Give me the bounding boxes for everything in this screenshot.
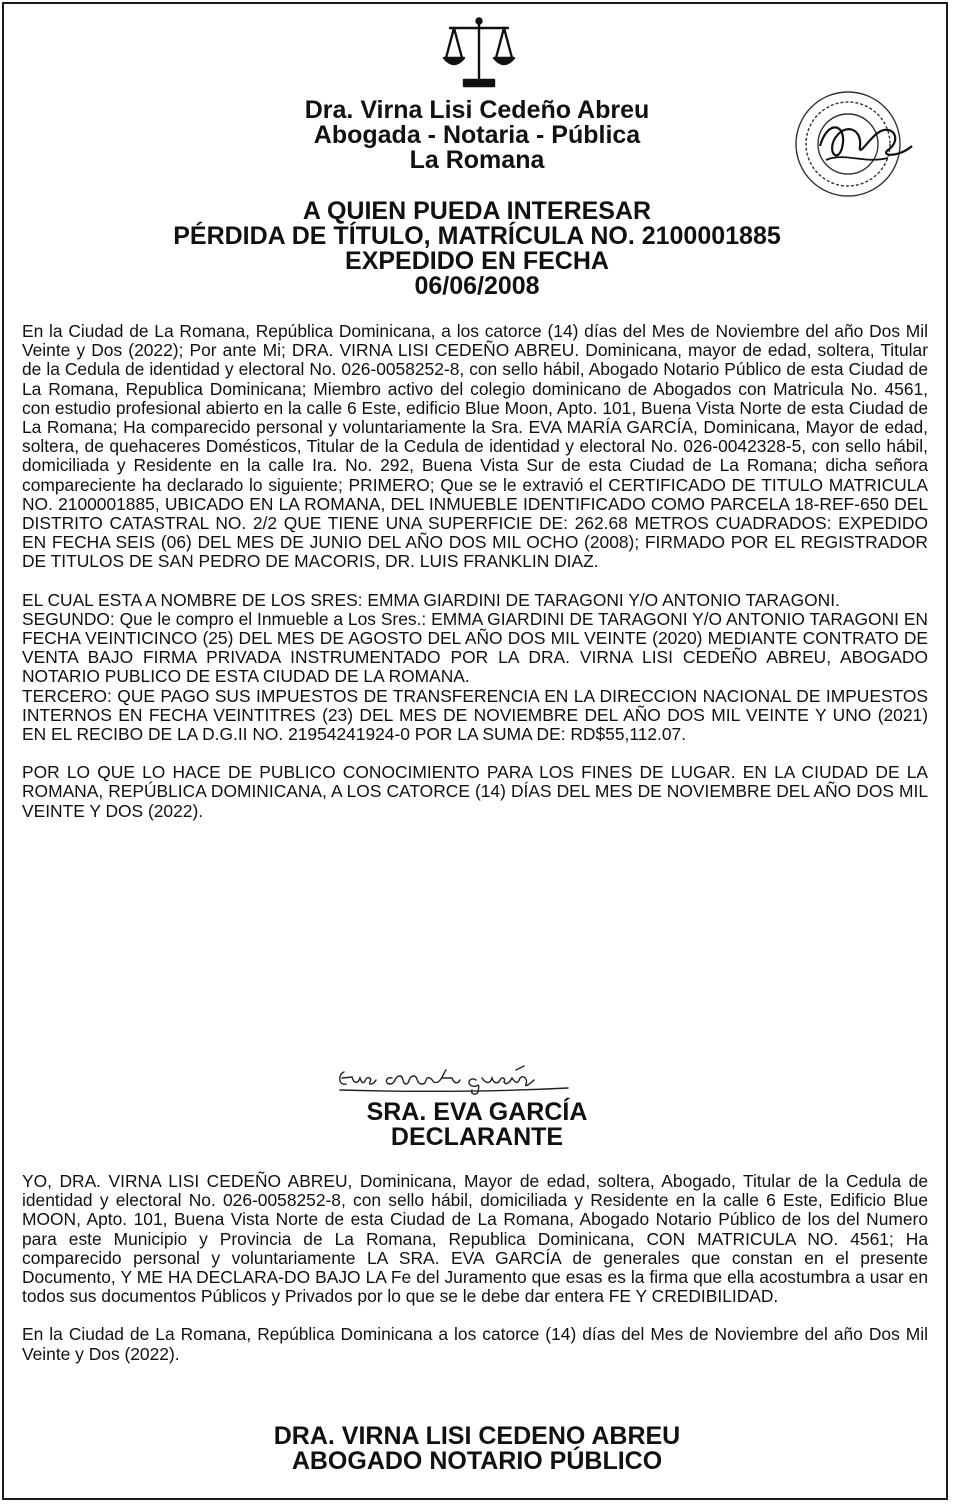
paragraph-publication: POR LO QUE LO HACE DE PUBLICO CONOCIMIENTO PARA LOS FINES DE LUGAR. EN LA CIUDAD DE LA ROMANA, REPÚBLICA DOMINICANA, A LOS CATORCE (14) DÍAS DEL MES DE NOVIEMBRE DEL AÑO DOS MIL VEINTE Y DOS (2022). [22, 762, 928, 821]
title-line-2: PÉRDIDA DE TÍTULO, MATRÍCULA NO. 2100001885 [173, 222, 781, 250]
title-line-1: A QUIEN PUEDA INTERESAR [302, 197, 652, 225]
notary-name: DRA. VIRNA LISI CEDENO ABREU [273, 1422, 681, 1450]
title-line-3: EXPEDIDO EN FECHA [345, 247, 609, 275]
document-title [0, 199, 954, 299]
letterhead-name: Dra. Virna Lisi Cedeño Abreu [304, 96, 650, 124]
paragraph-primero: En la Ciudad de La Romana, República Dominicana, a los catorce (14) días del Mes de Noviembre del año Dos Mil Veinte y Dos (2022); Por ante Mi; DRA. VIRNA LISI CEDEÑO ABREU. Dominicana, mayor de edad, soltera, Titular de la Cedula de identidad y electoral No. 026-0058252-8, con sello hábil, Abogado Notario Público de esta Ciudad de La Romana, Republica Dominicana; Miembro activo del colegio dominicano de Abogados con Matricula No. 4561, con estudio profesional abierto en la calle 6 Este, edificio Blue Moon, Apto. 101, Buena Vista Norte de esta Ciudad de La Romana; Ha comparecido personal y voluntariamente la Sra. EVA MARÍA GARCÍA, Dominicana, Mayor de edad, soltera, de quehaceres Domésticos, Titular de la Cedula de identidad y electoral No. 026-0042328-5, con sello hábil, domiciliada y Residente en la calle Ira. No. 292, Buena Vista Sur de esta Ciudad de La Romana; dicha señora compareciente ha declarado lo siguiente; PRIMERO; Que se le extravió el CERTIFICADO DE TITULO MATRICULA NO. 2100001885, UBICADO EN LA ROMANA, DEL INMUEBLE IDENTIFICADO COMO PARCELA 18-REF-650 DEL DISTRITO CATASTRAL NO. 2/2 QUE TIENE UNA SUPERFICIE DE: 262.68 METROS CUADRADOS: EXPEDIDO EN FECHA SEIS (06) DEL MES DE JUNIO DEL AÑO DOS MIL OCHO (2008); FIRMADO POR EL REGISTRADOR DE TITULOS DE SAN PEDRO DE MACORIS, DR. LUIS FRANKLIN DIAZ. [22, 321, 928, 572]
notary-letterhead [0, 98, 954, 173]
paragraph-tercero: TERCERO: QUE PAGO SUS IMPUESTOS DE TRANSFERENCIA EN LA DIRECCION NACIONAL DE IMPUESTOS INTERNOS EN FECHA VEINTITRES (23) DEL MES DE NOVIEMBRE DEL AÑO DOS MIL VEINTE Y UNO (2021) EN EL RECIBO DE LA D.G.II NO. 21954241924-0 POR LA SUMA DE: RD$55,112.07. [22, 685, 928, 745]
paragraph-owners: EL CUAL ESTA A NOMBRE DE LOS SRES: EMMA GIARDINI DE TARAGONI Y/O ANTONIO TARAGONI. [22, 589, 840, 610]
notary-certification [22, 1172, 928, 1364]
declarant-block [0, 1100, 954, 1150]
letterhead-city: La Romana [409, 146, 545, 174]
scales-of-justice-icon [442, 16, 516, 92]
handwritten-signature-icon [330, 1062, 590, 1096]
notary-role: ABOGADO NOTARIO PÚBLICO [291, 1447, 663, 1475]
declarant-role: DECLARANTE [390, 1123, 564, 1151]
paragraph-segundo: SEGUNDO: Que le compro el Inmueble a Los Sres.: EMMA GIARDINI DE TARAGONI Y/O ANTONIO TARAGONI EN FECHA VEINTICINCO (25) DEL MES DE AGOSTO DEL AÑO DOS MIL VEINTE (2020) MEDIANTE CONTRATO DE VENTA BAJO FIRMA PRIVADA INSTRUMENTADO POR LA DRA. VIRNA LISI CEDEÑO ABREU, ABOGADO NOTARIO PUBLICO DE ESTA CIUDAD DE LA ROMANA. [22, 608, 928, 687]
paragraph-closing-date: En la Ciudad de La Romana, República Dominicana a los catorce (14) días del Mes de Noviembre del año Dos Mil Veinte y Dos (2022). [22, 1324, 928, 1364]
notary-signature-block [0, 1424, 954, 1474]
title-line-4: 06/06/2008 [414, 272, 540, 300]
declarant-name: SRA. EVA GARCÍA [366, 1098, 588, 1126]
paragraph-certification: YO, DRA. VIRNA LISI CEDEÑO ABREU, Dominicana, Mayor de edad, soltera, Abogado, Titular de la Cedula de identidad y electoral No. 026-0058252-8, con sello hábil, domiciliada y Residente en la calle 6 Este, Edificio Blue MOON, Apto. 101, Buena Vista Norte de esta Ciudad de La Romana, Abogado Notario Público de los del Numero para este Municipio y Provincia de La Romana, Republica Dominicana, CON MATRICULA NO. 4561; Ha comparecido personal y voluntariamente LA SRA. EVA GARCÍA de generales que constan en el presente Documento, Y ME HA DECLARA-DO BAJO LA Fe del Juramento que esas es la firma que ella acostumbra a usar en todos sus documentos Públicos y Privados por lo que se le debe dar entera FE Y CREDIBILIDAD. [22, 1171, 928, 1307]
letterhead-role: Abogada - Notaria - Pública [313, 121, 641, 149]
declaration-body [22, 322, 928, 821]
